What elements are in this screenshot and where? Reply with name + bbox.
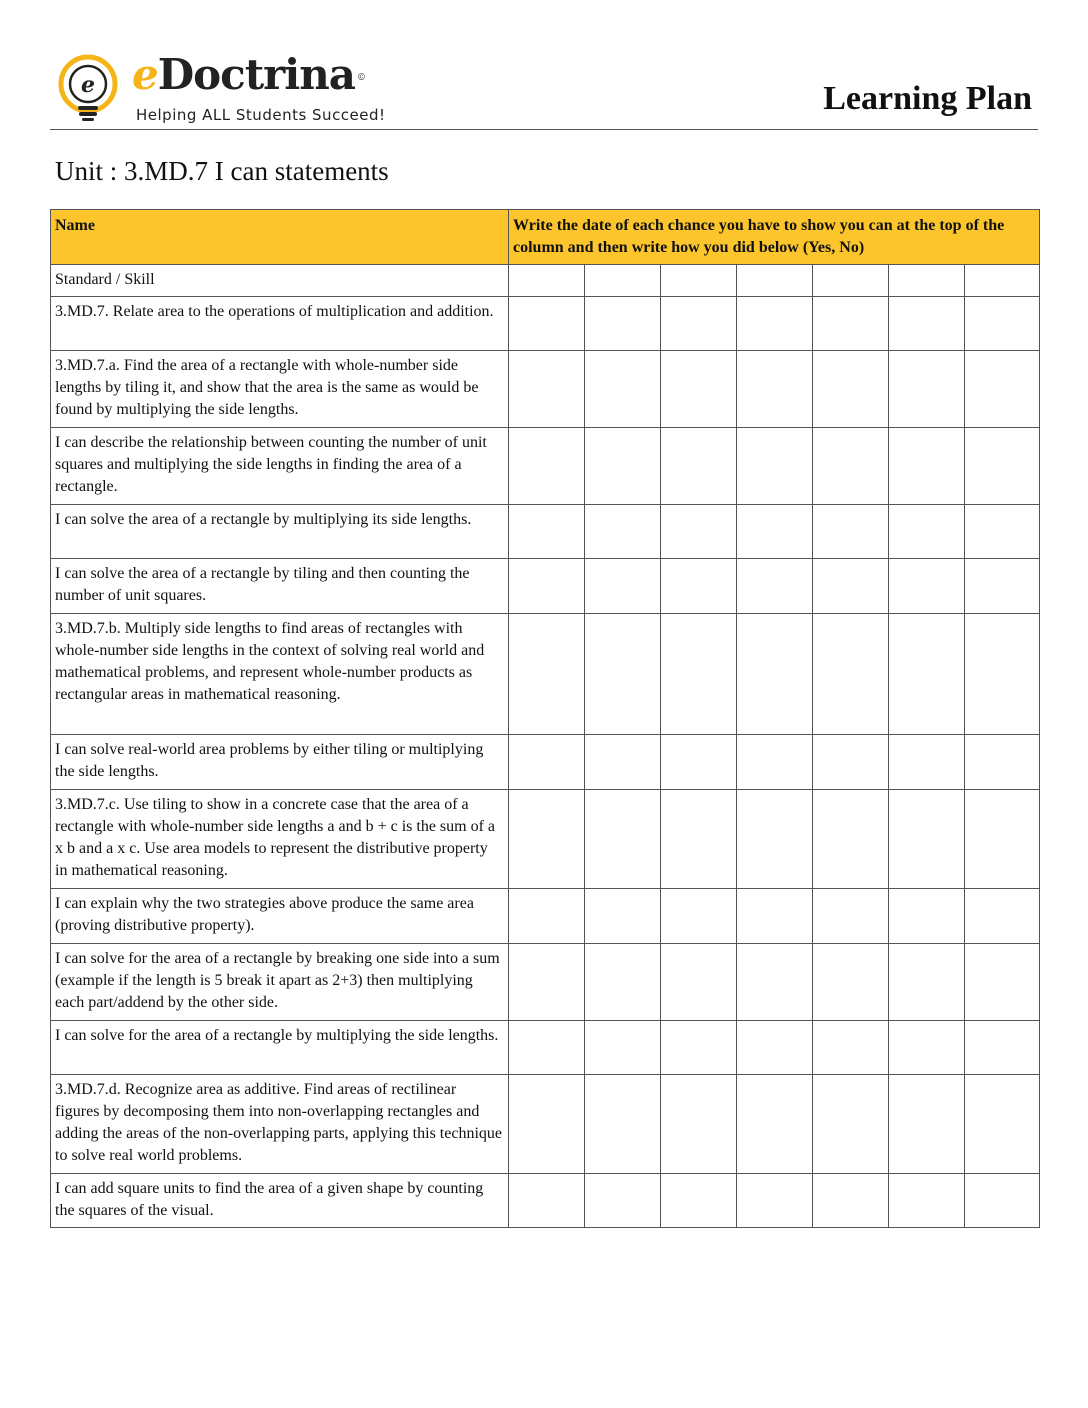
attempt-cell[interactable]	[509, 1174, 585, 1228]
skill-cell: 3.MD.7. Relate area to the operations of multiplication and addition.	[51, 297, 509, 351]
attempt-cell[interactable]	[661, 1021, 737, 1075]
attempt-cell[interactable]	[661, 265, 737, 297]
attempt-cell[interactable]	[509, 265, 585, 297]
learning-plan-table	[50, 209, 1040, 1228]
attempt-cell[interactable]	[965, 559, 1040, 614]
attempt-cell[interactable]	[813, 1021, 889, 1075]
skill-cell: 3.MD.7.a. Find the area of a rectangle with whole-number side lengths by tiling it, and show that the area is the same as would be found by multiplying the side lengths.	[51, 351, 509, 428]
attempt-cell[interactable]	[737, 297, 813, 351]
attempt-cell[interactable]	[661, 1075, 737, 1174]
table-row	[51, 1075, 1040, 1174]
table-row	[51, 889, 1040, 944]
table-row	[51, 265, 1040, 297]
document-title: Learning Plan	[823, 80, 1032, 117]
skill-cell: I can solve for the area of a rectangle by breaking one side into a sum (example if the length is 5 break it apart as 2+3) then multiplying each part/addend by the other side.	[51, 944, 509, 1021]
attempt-cell[interactable]	[737, 944, 813, 1021]
attempt-cell[interactable]	[509, 351, 585, 428]
skill-cell: I can describe the relationship between counting the number of unit squares and multiplying the side lengths in finding the area of a rectangle.	[51, 428, 509, 505]
table-row	[51, 1174, 1040, 1228]
attempt-cell[interactable]	[509, 505, 585, 559]
svg-text:e: e	[81, 72, 95, 98]
attempt-cell[interactable]	[889, 297, 965, 351]
attempt-cell[interactable]	[965, 614, 1040, 735]
table-row	[51, 790, 1040, 889]
name-header-cell: Name	[51, 210, 509, 265]
attempt-cell[interactable]	[813, 297, 889, 351]
table-row	[51, 944, 1040, 1021]
attempt-cell[interactable]	[737, 1174, 813, 1228]
attempt-cell[interactable]	[585, 1174, 661, 1228]
attempt-cell[interactable]	[889, 790, 965, 889]
attempt-cell[interactable]	[889, 1021, 965, 1075]
attempt-cell[interactable]	[737, 614, 813, 735]
attempt-cell[interactable]	[813, 505, 889, 559]
attempt-cell[interactable]	[965, 265, 1040, 297]
skill-cell: I can solve real-world area problems by either tiling or multiplying the side lengths.	[51, 735, 509, 790]
brand-name: eDoctrina ©	[132, 50, 365, 99]
attempt-cell[interactable]	[737, 265, 813, 297]
attempt-cell[interactable]	[737, 351, 813, 428]
skill-cell: I can add square units to find the area of a given shape by counting the squares of the visual.	[51, 1174, 509, 1228]
attempt-cell[interactable]	[737, 1075, 813, 1174]
attempt-cell[interactable]	[661, 505, 737, 559]
skill-cell: I can solve for the area of a rectangle by multiplying the side lengths.	[51, 1021, 509, 1075]
attempt-cell[interactable]	[813, 265, 889, 297]
attempt-cell[interactable]	[813, 428, 889, 505]
attempt-cell[interactable]	[813, 351, 889, 428]
attempt-cell[interactable]	[813, 889, 889, 944]
instructions-header-cell: Write the date of each chance you have to show you can at the top of the column and then write how you did below (Yes, No)	[509, 210, 1040, 265]
attempt-cell[interactable]	[737, 735, 813, 790]
attempt-cell[interactable]	[585, 735, 661, 790]
attempt-cell[interactable]	[737, 1021, 813, 1075]
attempt-cell[interactable]	[889, 1075, 965, 1174]
skill-cell: I can explain why the two strategies above produce the same area (proving distributive property).	[51, 889, 509, 944]
attempt-cell[interactable]	[965, 428, 1040, 505]
attempt-cell[interactable]	[661, 351, 737, 428]
attempt-cell[interactable]	[509, 889, 585, 944]
header-divider	[50, 129, 1038, 130]
attempt-cell[interactable]	[509, 735, 585, 790]
attempt-cell[interactable]	[965, 889, 1040, 944]
attempt-cell[interactable]	[661, 944, 737, 1021]
attempt-cell[interactable]	[965, 1174, 1040, 1228]
attempt-cell[interactable]	[661, 790, 737, 889]
attempt-cell[interactable]	[965, 351, 1040, 428]
attempt-cell[interactable]	[661, 559, 737, 614]
attempt-cell[interactable]	[661, 889, 737, 944]
attempt-cell[interactable]	[813, 559, 889, 614]
attempt-cell[interactable]	[509, 1075, 585, 1174]
page-header	[50, 50, 1038, 130]
attempt-cell[interactable]	[661, 428, 737, 505]
attempt-cell[interactable]	[965, 790, 1040, 889]
attempt-cell[interactable]	[585, 944, 661, 1021]
attempt-cell[interactable]	[813, 1174, 889, 1228]
skill-cell: 3.MD.7.b. Multiply side lengths to find areas of rectangles with whole-number side lengths in the context of solving real world and mathematical problems, and represent whole-number products as rectangular areas in mathematical reasoning.	[51, 614, 509, 735]
attempt-cell[interactable]	[889, 889, 965, 944]
attempt-cell[interactable]	[585, 614, 661, 735]
skill-cell: I can solve the area of a rectangle by tiling and then counting the number of unit squares.	[51, 559, 509, 614]
attempt-cell[interactable]	[585, 428, 661, 505]
table-row	[51, 735, 1040, 790]
attempt-cell[interactable]	[661, 1174, 737, 1228]
attempt-cell[interactable]	[965, 1075, 1040, 1174]
attempt-cell[interactable]	[585, 505, 661, 559]
attempt-cell[interactable]	[965, 297, 1040, 351]
skill-cell: 3.MD.7.c. Use tiling to show in a concrete case that the area of a rectangle with whole-number side lengths a and b + c is the sum of a x b and a x c. Use area models to represent the distributive property in mathematical reasoning.	[51, 790, 509, 889]
edoctrina-logo	[54, 50, 386, 128]
attempt-cell[interactable]	[813, 790, 889, 889]
brand-tagline: Helping ALL Students Succeed!	[136, 106, 386, 124]
attempt-cell[interactable]	[889, 944, 965, 1021]
attempt-cell[interactable]	[509, 944, 585, 1021]
unit-title: Unit : 3.MD.7 I can statements	[55, 156, 389, 186]
attempt-cell[interactable]	[585, 790, 661, 889]
attempt-cell[interactable]	[737, 559, 813, 614]
attempt-cell[interactable]	[737, 790, 813, 889]
attempt-cell[interactable]	[585, 297, 661, 351]
attempt-cell[interactable]	[585, 1021, 661, 1075]
attempt-cell[interactable]	[509, 614, 585, 735]
attempt-cell[interactable]	[661, 297, 737, 351]
table-row	[51, 559, 1040, 614]
attempt-cell[interactable]	[889, 428, 965, 505]
attempt-cell[interactable]	[965, 944, 1040, 1021]
table-row	[51, 428, 1040, 505]
attempt-cell[interactable]	[889, 735, 965, 790]
attempt-cell[interactable]	[889, 351, 965, 428]
attempt-cell[interactable]	[585, 265, 661, 297]
attempt-cell[interactable]	[661, 735, 737, 790]
attempt-cell[interactable]	[889, 559, 965, 614]
lightbulb-icon	[54, 54, 128, 128]
attempt-cell[interactable]	[813, 944, 889, 1021]
attempt-cell[interactable]	[585, 559, 661, 614]
attempt-cell[interactable]	[813, 735, 889, 790]
registered-mark: ©	[356, 73, 365, 83]
table-row	[51, 505, 1040, 559]
table-row	[51, 614, 1040, 735]
table-header-row	[51, 210, 1040, 265]
attempt-cell[interactable]	[813, 614, 889, 735]
attempt-cell[interactable]	[889, 614, 965, 735]
attempt-cell[interactable]	[813, 1075, 889, 1174]
attempt-cell[interactable]	[509, 559, 585, 614]
attempt-cell[interactable]	[661, 614, 737, 735]
table-row	[51, 351, 1040, 428]
attempt-cell[interactable]	[965, 735, 1040, 790]
attempt-cell[interactable]	[965, 505, 1040, 559]
attempt-cell[interactable]	[585, 889, 661, 944]
attempt-cell[interactable]	[965, 1021, 1040, 1075]
attempt-cell[interactable]	[889, 1174, 965, 1228]
attempt-cell[interactable]	[509, 297, 585, 351]
attempt-cell[interactable]	[509, 428, 585, 505]
skill-cell: 3.MD.7.d. Recognize area as additive. Find areas of rectilinear figures by decomposing them into non-overlapping rectangles and adding the areas of the non-overlapping parts, applying this technique to solve real world problems.	[51, 1075, 509, 1174]
attempt-cell[interactable]	[889, 265, 965, 297]
skill-cell: I can solve the area of a rectangle by multiplying its side lengths.	[51, 505, 509, 559]
skill-cell: Standard / Skill	[51, 265, 509, 297]
attempt-cell[interactable]	[509, 790, 585, 889]
table-row	[51, 1021, 1040, 1075]
attempt-cell[interactable]	[585, 1075, 661, 1174]
attempt-cell[interactable]	[737, 889, 813, 944]
attempt-cell[interactable]	[737, 428, 813, 505]
attempt-cell[interactable]	[585, 351, 661, 428]
attempt-cell[interactable]	[509, 1021, 585, 1075]
table-row	[51, 297, 1040, 351]
attempt-cell[interactable]	[889, 505, 965, 559]
attempt-cell[interactable]	[737, 505, 813, 559]
